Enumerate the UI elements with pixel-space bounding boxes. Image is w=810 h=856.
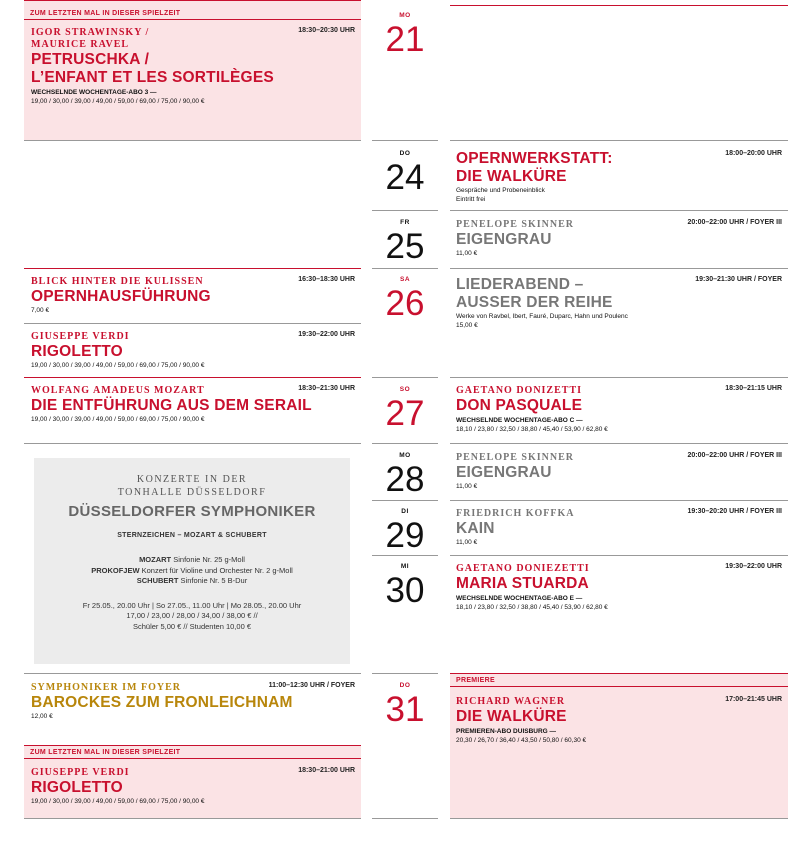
event-title: KAIN <box>456 520 495 537</box>
premiere-banner: PREMIERE <box>450 674 788 687</box>
weekday: SA <box>399 276 411 283</box>
event-eigengrau-2 <box>456 452 782 491</box>
event-time: 18:30–21:00 UHR <box>298 767 355 774</box>
day-number: 25 <box>385 227 425 266</box>
event-title: DIE WALKÜRE <box>456 708 567 725</box>
event-time: 11:00–12:30 UHR / FOYER <box>268 682 355 689</box>
event-entfuehrung <box>31 385 355 424</box>
concert-heading: KONZERTE IN DER TONHALLE DÜSSELDORF <box>117 474 267 498</box>
event-title: OPERNWERKSTATT: <box>456 150 613 167</box>
event-time: 20:00–22:00 UHR / FOYER III <box>687 452 782 459</box>
event-abo: WECHSELNDE WOCHENTAGE-ABO C — <box>456 417 583 424</box>
event-composer: BLICK HINTER DIE KULISSEN <box>31 276 204 287</box>
event-prices: 18,10 / 23,80 / 32,50 / 38,80 / 45,40 / 53,90 / 62,80 € <box>456 426 608 433</box>
event-info: Gespräche und Probeneinblick <box>456 187 545 194</box>
day-number: 21 <box>385 20 425 59</box>
event-prices: 7,00 € <box>31 307 50 314</box>
event-prices: 15,00 € <box>456 322 478 329</box>
event-prices: 18,10 / 23,80 / 32,50 / 38,80 / 45,40 / 53,90 / 62,80 € <box>456 604 608 611</box>
event-composer: RICHARD WAGNER <box>456 696 566 707</box>
event-composer: FRIEDRICH KOFFKA <box>456 508 575 519</box>
event-info: Werke von Ravbel, Ibert, Fauré, Duparc, Hahn und Poulenc <box>456 313 628 320</box>
weekday: MO <box>399 12 411 19</box>
event-composer: GAETANO DONIZETTI <box>456 385 583 396</box>
weekday: MO <box>399 452 411 459</box>
weekday: FR <box>400 219 410 226</box>
day-number: 30 <box>385 571 425 610</box>
weekday: DI <box>401 508 409 515</box>
event-title: RIGOLETTO <box>31 779 123 796</box>
event-maria-stuarda <box>456 563 782 612</box>
event-petruschka <box>31 27 355 106</box>
day-number: 27 <box>385 394 425 433</box>
event-liederabend <box>456 276 782 330</box>
concert-dates: Fr 25.05., 20.00 Uhr | So 27.05., 11.00 Uhr | Mo 28.05., 20.00 Uhr 17,00 / 23,00 / 28,00 / 34,00 / 38,00 € // Schüler 5,00 € // Studenten 10,00 € <box>82 600 302 631</box>
event-don-pasquale <box>456 385 782 434</box>
last-time-banner: ZUM LETZTEN MAL IN DIESER SPIELZEIT <box>24 7 361 20</box>
event-title: EIGENGRAU <box>456 464 552 481</box>
event-composer: WOLFANG AMADEUS MOZART <box>31 385 205 396</box>
event-time: 18:30–21:15 UHR <box>725 385 782 392</box>
event-title: DON PASQUALE <box>456 397 583 414</box>
event-time: 18:30–21:30 UHR <box>298 385 355 392</box>
event-opernhausfuehrung <box>31 276 355 315</box>
event-composer: MAURICE RAVEL <box>31 39 130 50</box>
event-prices: 19,00 / 30,00 / 39,00 / 49,00 / 59,00 / 69,00 / 75,00 / 90,00 € <box>31 798 205 805</box>
event-time: 18:30–20:30 UHR <box>298 27 355 34</box>
event-walkuere-premiere <box>456 696 782 745</box>
event-title: LIEDERABEND – <box>456 276 584 293</box>
event-prices: 19,00 / 30,00 / 39,00 / 49,00 / 59,00 / 69,00 / 75,00 / 90,00 € <box>31 416 205 423</box>
event-composer: PENELOPE SKINNER <box>456 452 574 463</box>
weekday: DO <box>399 150 411 157</box>
event-composer: GIUSEPPE VERDI <box>31 331 130 342</box>
event-prices: 11,00 € <box>456 250 478 257</box>
weekday: DO <box>399 682 411 689</box>
day-number: 26 <box>385 284 425 323</box>
event-abo: PREMIEREN-ABO DUISBURG — <box>456 728 557 735</box>
concert-subtitle: STERNZEICHEN – MOZART & SCHUBERT <box>117 532 267 539</box>
event-title: AUSSER DER REIHE <box>456 294 613 311</box>
event-time: 19:30–22:00 UHR <box>298 331 355 338</box>
event-title: PETRUSCHKA / <box>31 51 150 68</box>
event-title: EIGENGRAU <box>456 231 552 248</box>
event-barockes <box>31 682 355 721</box>
event-title: DIE WALKÜRE <box>456 168 567 185</box>
event-eigengrau <box>456 219 782 258</box>
event-prices: 20,30 / 26,70 / 36,40 / 43,50 / 50,80 / 60,30 € <box>456 737 587 744</box>
concert-orchestra: DÜSSELDORFER SYMPHONIKER <box>68 503 316 520</box>
event-info: Eintritt frei <box>456 196 486 203</box>
event-kain <box>456 508 782 547</box>
concert-box <box>34 458 350 664</box>
event-composer: PENELOPE SKINNER <box>456 219 574 230</box>
event-composer: GAETANO DONIEZETTI <box>456 563 590 574</box>
event-prices: 12,00 € <box>31 713 53 720</box>
last-time-banner: ZUM LETZTEN MAL IN DIESER SPIELZEIT <box>24 746 361 759</box>
event-time: 20:00–22:00 UHR / FOYER III <box>687 219 782 226</box>
event-rigoletto-last <box>31 767 355 806</box>
event-abo: WECHSELNDE WOCHENTAGE-ABO E — <box>456 595 583 602</box>
weekday: SO <box>399 386 411 393</box>
event-time: 19:30–20:20 UHR / FOYER III <box>687 508 782 515</box>
event-time: 19:30–22:00 UHR <box>725 563 782 570</box>
event-rigoletto <box>31 331 355 370</box>
event-title: RIGOLETTO <box>31 343 123 360</box>
event-abo: WECHSELNDE WOCHENTAGE-ABO 3 — <box>31 89 157 96</box>
event-composer: IGOR STRAWINSKY / <box>31 27 150 38</box>
event-prices: 11,00 € <box>456 539 478 546</box>
event-opernwerkstatt <box>456 150 782 204</box>
event-time: 16:30–18:30 UHR <box>298 276 355 283</box>
day-number: 24 <box>385 158 425 197</box>
concert-program: MOZART Sinfonie Nr. 25 g-Moll PROKOFJEW Konzert für Violine und Orchester Nr. 2 g-Moll SCHUBERT Sinfonie Nr. 5 B-Dur <box>91 555 293 585</box>
event-prices: 11,00 € <box>456 483 478 490</box>
event-title: DIE ENTFÜHRUNG AUS DEM SERAIL <box>31 397 312 414</box>
day-number: 28 <box>385 460 425 499</box>
day-number: 31 <box>385 690 425 729</box>
event-title: MARIA STUARDA <box>456 575 589 592</box>
highlight-box <box>450 673 788 819</box>
event-title: BAROCKES ZUM FRONLEICHNAM <box>31 694 293 711</box>
day-number: 29 <box>385 516 425 555</box>
event-composer: GIUSEPPE VERDI <box>31 767 130 778</box>
event-title: OPERNHAUSFÜHRUNG <box>31 288 211 305</box>
event-composer: SYMPHONIKER IM FOYER <box>31 682 181 693</box>
event-time: 18:00–20:00 UHR <box>725 150 782 157</box>
event-prices: 19,00 / 30,00 / 39,00 / 49,00 / 59,00 / 69,00 / 75,00 / 90,00 € <box>31 362 205 369</box>
weekday: MI <box>400 563 410 570</box>
event-title: L’ENFANT ET LES SORTILÈGES <box>31 69 274 86</box>
event-time: 17:00–21:45 UHR <box>725 696 782 703</box>
event-time: 19:30–21:30 UHR / FOYER <box>695 276 782 283</box>
event-prices: 19,00 / 30,00 / 39,00 / 49,00 / 59,00 / 69,00 / 75,00 / 90,00 € <box>31 98 205 105</box>
